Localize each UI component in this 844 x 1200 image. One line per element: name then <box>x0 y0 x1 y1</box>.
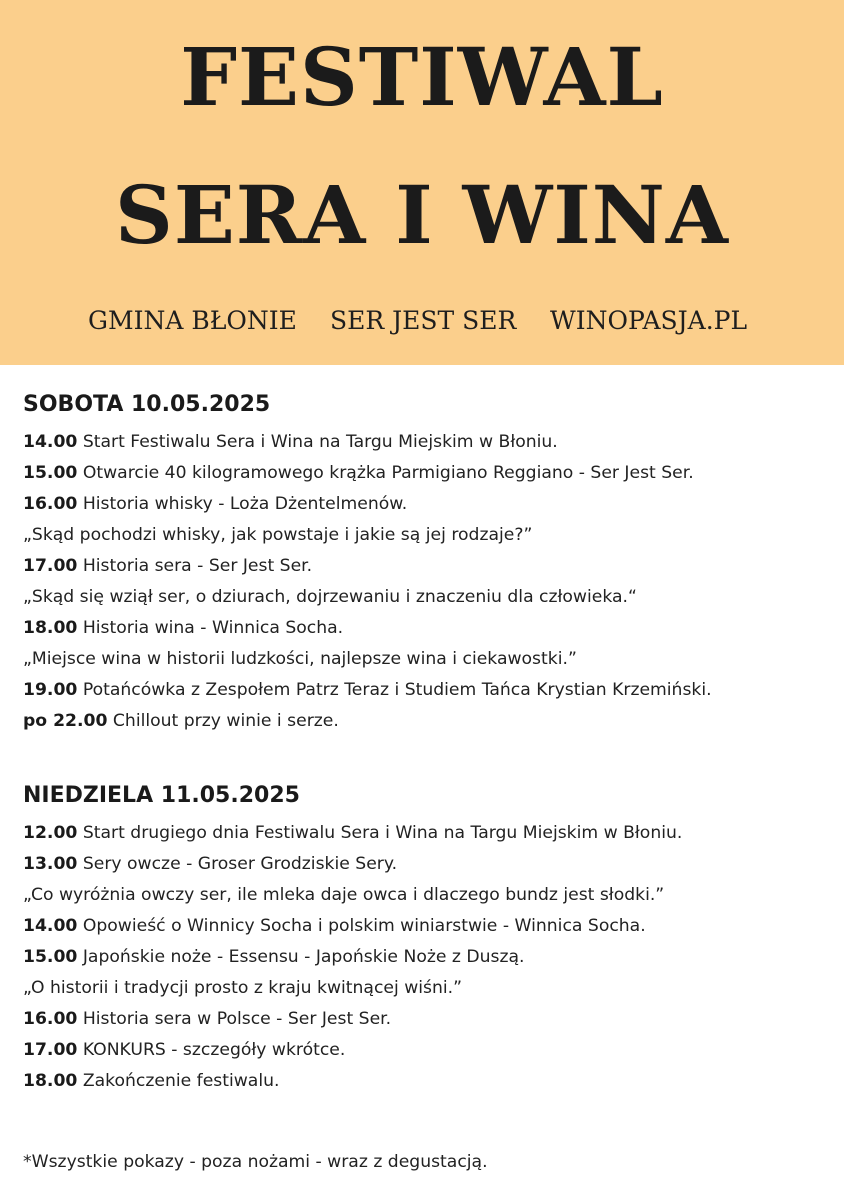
row-time: 14.00 <box>23 916 78 936</box>
row-time: 17.00 <box>23 1040 78 1060</box>
row-text: „Miejsce wina w historii ludzkości, najlepsze wina i ciekawostki.” <box>23 649 577 669</box>
title-line-2: SERA I WINA <box>115 168 729 262</box>
row-time: 13.00 <box>23 854 78 874</box>
row-text: Otwarcie 40 kilogramowego krążka Parmigiano Reggiano - Ser Jest Ser. <box>77 463 694 483</box>
row-time: 18.00 <box>23 1071 78 1091</box>
schedule-row <box>23 427 833 458</box>
row-time: 19.00 <box>23 680 78 700</box>
row-text: Opowieść o Winnicy Socha i polskim winiarstwie - Winnica Socha. <box>77 916 646 936</box>
day-saturday <box>23 392 833 737</box>
row-time: 17.00 <box>23 556 78 576</box>
row-text: Chillout przy winie i serze. <box>107 711 339 731</box>
partner-winopasja: WINOPASJA.PL <box>550 306 748 335</box>
row-time: 18.00 <box>23 618 78 638</box>
partner-gmina-blonie: GMINA BŁONIE <box>88 306 297 335</box>
day-heading: SOBOTA 10.05.2025 <box>23 392 271 417</box>
section-spacer <box>23 737 833 783</box>
row-text: „O historii i tradycji prosto z kraju kwitnącej wiśni.” <box>23 978 463 998</box>
row-time: 16.00 <box>23 1009 78 1029</box>
row-text: Japońskie noże - Essensu - Japońskie Noże z Duszą. <box>77 947 525 967</box>
schedule-row <box>23 706 833 737</box>
row-text: Potańcówka z Zespołem Patrz Teraz i Studiem Tańca Krystian Krzemiński. <box>77 680 712 700</box>
schedule-row <box>23 644 833 675</box>
schedule-row <box>23 582 833 613</box>
schedule-row <box>23 489 833 520</box>
row-text: Sery owcze - Groser Grodziskie Sery. <box>77 854 398 874</box>
schedule-row <box>23 520 833 551</box>
row-text: Historia wina - Winnica Socha. <box>77 618 344 638</box>
schedule-row <box>23 458 833 489</box>
row-time: 14.00 <box>23 432 78 452</box>
row-text: Start Festiwalu Sera i Wina na Targu Miejskim w Błoniu. <box>77 432 558 452</box>
schedule-row <box>23 880 833 911</box>
header-banner <box>0 0 844 365</box>
schedule-row <box>23 1035 833 1066</box>
row-text: „Co wyróżnia owczy ser, ile mleka daje owca i dlaczego bundz jest słodki.” <box>23 885 665 905</box>
row-text: Historia sera w Polsce - Ser Jest Ser. <box>77 1009 392 1029</box>
schedule-row <box>23 613 833 644</box>
schedule <box>23 392 833 1097</box>
row-text: KONKURS - szczegóły wkrótce. <box>77 1040 346 1060</box>
schedule-row <box>23 1066 833 1097</box>
row-text: Historia sera - Ser Jest Ser. <box>77 556 313 576</box>
row-text: „Skąd się wziął ser, o dziurach, dojrzewaniu i znaczeniu dla człowieka.“ <box>23 587 637 607</box>
row-text: Historia whisky - Loża Dżentelmenów. <box>77 494 408 514</box>
schedule-row <box>23 973 833 1004</box>
row-time: po 22.00 <box>23 711 108 731</box>
schedule-row <box>23 849 833 880</box>
row-time: 15.00 <box>23 463 78 483</box>
row-text: „Skąd pochodzi whisky, jak powstaje i jakie są jej rodzaje?” <box>23 525 533 545</box>
schedule-row <box>23 551 833 582</box>
schedule-row <box>23 942 833 973</box>
row-time: 12.00 <box>23 823 78 843</box>
footnote: *Wszystkie pokazy - poza nożami - wraz z degustacją. <box>23 1152 488 1172</box>
row-time: 15.00 <box>23 947 78 967</box>
row-text: Zakończenie festiwalu. <box>77 1071 280 1091</box>
schedule-row <box>23 911 833 942</box>
schedule-row <box>23 675 833 706</box>
row-text: Start drugiego dnia Festiwalu Sera i Wina na Targu Miejskim w Błoniu. <box>77 823 683 843</box>
day-heading: NIEDZIELA 11.05.2025 <box>23 783 300 808</box>
partner-ser-jest-ser: SER JEST SER <box>330 306 517 335</box>
title-line-1: FESTIWAL <box>180 30 664 124</box>
row-time: 16.00 <box>23 494 78 514</box>
day-sunday <box>23 783 833 1097</box>
schedule-row <box>23 818 833 849</box>
schedule-row <box>23 1004 833 1035</box>
